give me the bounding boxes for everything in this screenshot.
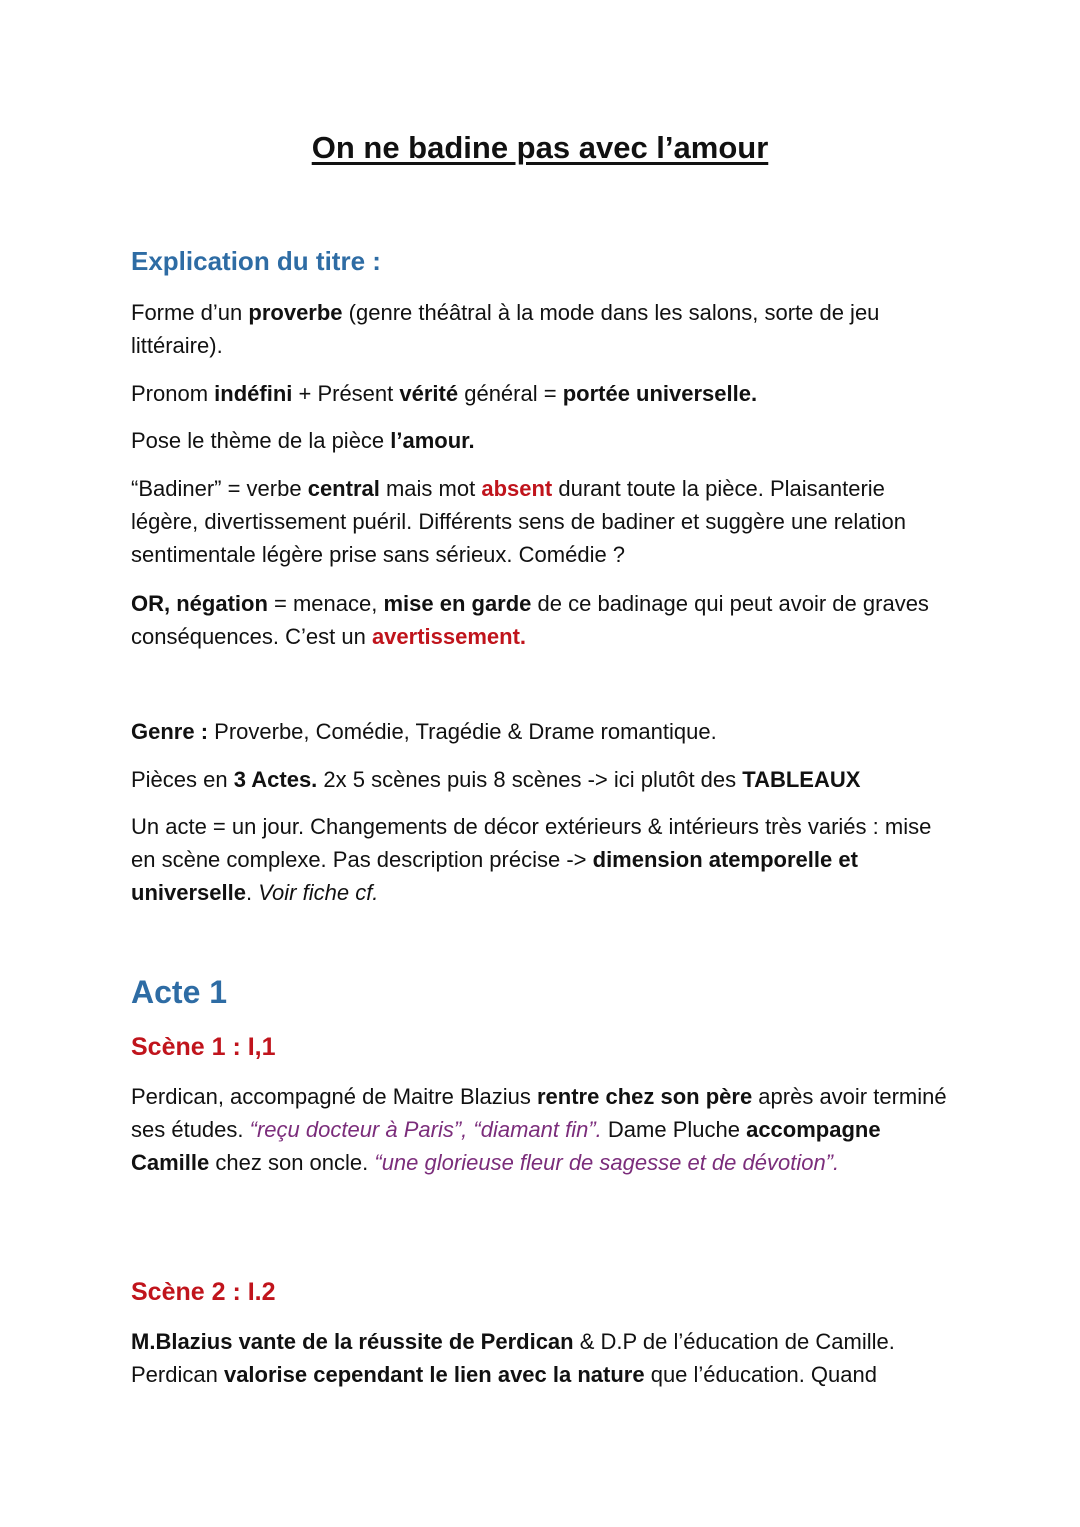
text-run: = menace, xyxy=(267,591,384,616)
bold-run: vérité xyxy=(399,381,459,406)
text-run: chez son oncle. xyxy=(209,1150,375,1175)
bold-run: TABLEAUX xyxy=(742,767,861,792)
paragraph-badiner xyxy=(131,472,951,571)
acte-heading: Acte 1 xyxy=(131,974,228,1010)
bold-run: proverbe xyxy=(248,300,343,325)
text-run: de ce badinage qui peut avoir de graves conséquences. C’est un xyxy=(131,591,929,649)
text-run: “Badiner” = verbe xyxy=(131,476,308,501)
text-run: général = xyxy=(458,381,563,406)
paragraph-theme xyxy=(131,424,951,457)
text-run: Perdican, accompagné de Maitre Blazius xyxy=(131,1084,537,1109)
paragraph-pronom xyxy=(131,377,951,410)
bold-run: l’amour. xyxy=(390,428,475,453)
paragraph-actes xyxy=(131,763,951,796)
scene-heading-2: Scène 2 : I.2 xyxy=(131,1278,276,1306)
text-run: (genre théâtral à la mode dans les salons, sorte de jeu littéraire). xyxy=(131,300,880,358)
text-run: Pronom xyxy=(131,381,215,406)
paragraph-scene-2 xyxy=(131,1325,951,1391)
text-run: 2x 5 scènes puis 8 scènes -> ici plutôt des xyxy=(317,767,743,792)
text-run: Forme d’un xyxy=(131,300,249,325)
bold-run: rentre chez son père xyxy=(537,1084,753,1109)
text-run: . xyxy=(245,880,259,905)
red-highlight: absent xyxy=(481,476,553,501)
scene-heading-1: Scène 1 : I,1 xyxy=(131,1033,276,1061)
bold-run: portée universelle. xyxy=(562,381,758,406)
bold-run: M.Blazius vante de la réussite de Perdican xyxy=(131,1329,574,1354)
paragraph-forme xyxy=(131,296,951,362)
page-title: On ne badine pas avec l’amour xyxy=(311,130,769,165)
bold-run: accompagne Camille xyxy=(131,1117,881,1175)
text-run: que l’éducation. Quand xyxy=(644,1362,877,1387)
text-run: Un acte = un jour. Changements de décor extérieurs & intérieurs très variés : mise en scène complexe. Pas description précise -> xyxy=(131,814,932,872)
text-run: & D.P de l’éducation de Camille. Perdican xyxy=(131,1329,895,1387)
bold-run: Genre : xyxy=(131,719,209,744)
text-run: + Présent xyxy=(292,381,400,406)
text-run: Pose le thème de la pièce xyxy=(131,428,391,453)
paragraph-genre xyxy=(131,715,951,748)
red-highlight: avertissement. xyxy=(371,624,527,649)
bold-run: central xyxy=(307,476,380,501)
text-run: durant toute la pièce. Plaisanterie légère, divertissement puéril. Différents sens de badiner et suggère une relation sentimentale légère prise sans sérieux. Comédie ? xyxy=(131,476,906,567)
bold-run: valorise cependant le lien avec la nature xyxy=(223,1362,645,1387)
text-run: Pièces en xyxy=(131,767,234,792)
bold-run: indéfini xyxy=(214,381,293,406)
text-run: mais mot xyxy=(379,476,482,501)
quote-run: “une glorieuse fleur de sagesse et de dévotion”. xyxy=(374,1150,840,1175)
bold-run: 3 Actes. xyxy=(233,767,318,792)
bold-run: dimension atemporelle et universelle xyxy=(131,847,858,905)
bold-run: mise en garde xyxy=(383,591,532,616)
bold-run: OR, négation xyxy=(131,591,268,616)
paragraph-negation xyxy=(131,587,951,653)
text-run: Proverbe, Comédie, Tragédie & Drame romantique. xyxy=(208,719,717,744)
section-heading-explication: Explication du titre : xyxy=(131,246,381,276)
paragraph-acte-jour xyxy=(131,810,951,909)
paragraph-scene-1 xyxy=(131,1080,951,1179)
quote-run: “reçu docteur à Paris”, “diamant fin”. xyxy=(249,1117,602,1142)
text-run: Dame Pluche xyxy=(601,1117,747,1142)
italic-run: Voir fiche cf. xyxy=(258,880,379,905)
text-run: après avoir terminé ses études. xyxy=(131,1084,947,1142)
